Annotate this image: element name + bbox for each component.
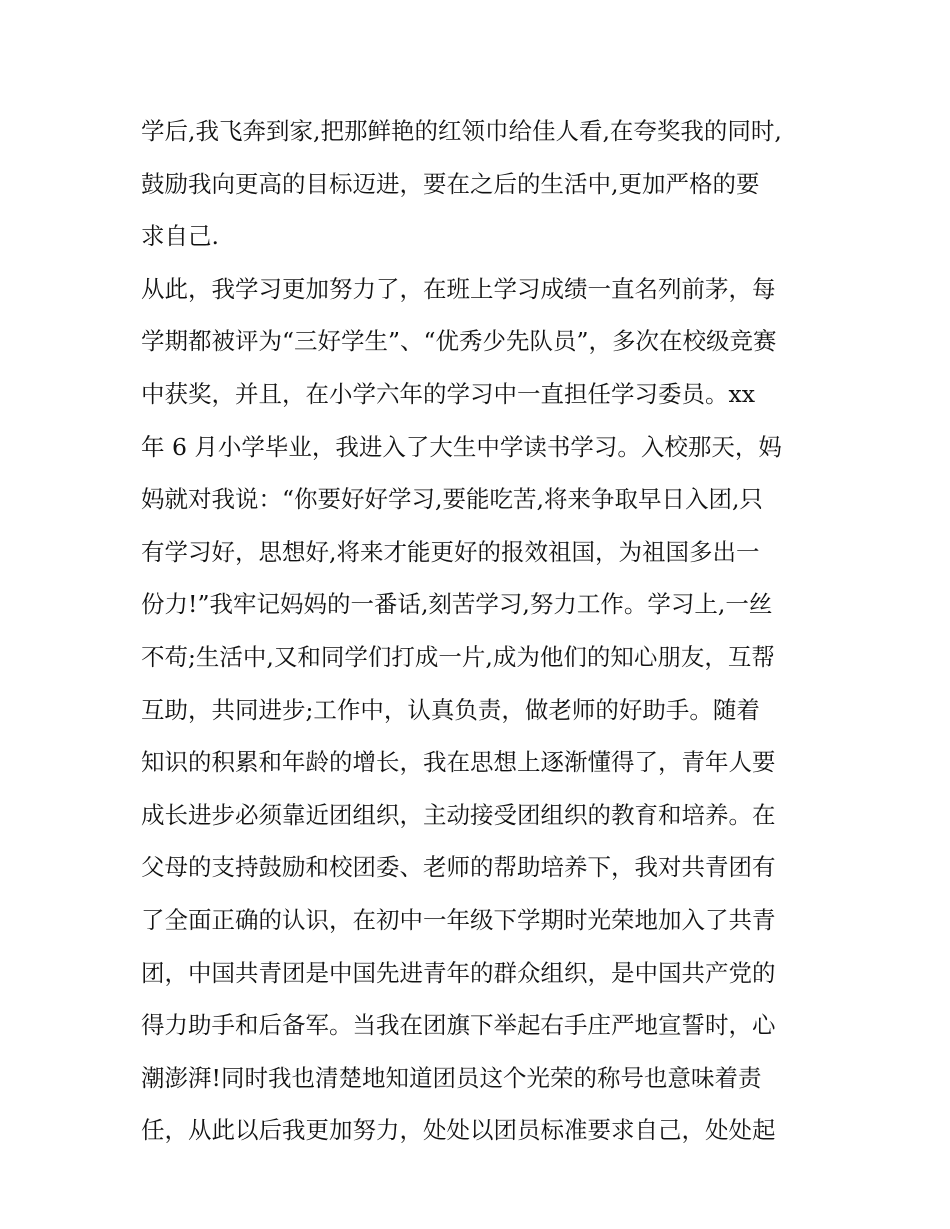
- text-line: 了全面正确的认识，在初中一年级下学期时光荣地加入了共青: [141, 905, 776, 934]
- body-text: [141, 105, 821, 1157]
- text-line: 鼓励我向更高的目标迈进，要在之后的生活中,更加严格的要: [141, 169, 760, 198]
- text-line: 有学习好，思想好,将来才能更好的报效祖国，为祖国多出一: [141, 537, 760, 566]
- text-line: 成长进步必须靠近团组织，主动接受团组织的教育和培养。在: [141, 800, 776, 829]
- text-line: 中获奖，并且，在小学六年的学习中一直担任学习委员。xx: [141, 379, 756, 408]
- text-line: 任，从此以后我更加努力，处处以团员标准要求自己，处处起: [141, 1116, 776, 1145]
- text-line: 不苟;生活中,又和同学们打成一片,成为他们的知心朋友，互帮: [141, 642, 775, 671]
- text-line: 份力!”我牢记妈妈的一番话,刻苦学习,努力工作。学习上,一丝: [141, 590, 773, 619]
- text-line: 互助，共同进步;工作中，认真负责，做老师的好助手。随着: [141, 695, 760, 724]
- text-line: 团，中国共青团是中国先进青年的群众组织，是中国共产党的: [141, 958, 776, 987]
- text-line: 学期都被评为“三好学生”、“优秀少先队员”，多次在校级竞赛: [141, 327, 777, 356]
- text-line: 知识的积累和年龄的增长，我在思想上逐渐懂得了，青年人要: [141, 748, 776, 777]
- text-line: 妈就对我说：“你要好好学习,要能吃苦,将来争取早日入团,只: [141, 485, 763, 514]
- text-line: 年 6 月小学毕业，我进入了大生中学读书学习。入校那天，妈: [141, 432, 782, 461]
- text-line: 从此，我学习更加努力了，在班上学习成绩一直名列前茅，每: [141, 274, 776, 303]
- text-line: 潮澎湃!同时我也清楚地知道团员这个光荣的称号也意味着责: [141, 1063, 762, 1092]
- text-line: 得力助手和后备军。当我在团旗下举起右手庄严地宣誓时，心: [141, 1011, 776, 1040]
- text-line: 求自己.: [141, 222, 219, 251]
- text-line: 学后,我飞奔到家,把那鲜艳的红领巾给佳人看,在夸奖我的同时,: [141, 117, 782, 145]
- text-line: 父母的支持鼓励和校团委、老师的帮助培养下，我对共青团有: [141, 853, 776, 882]
